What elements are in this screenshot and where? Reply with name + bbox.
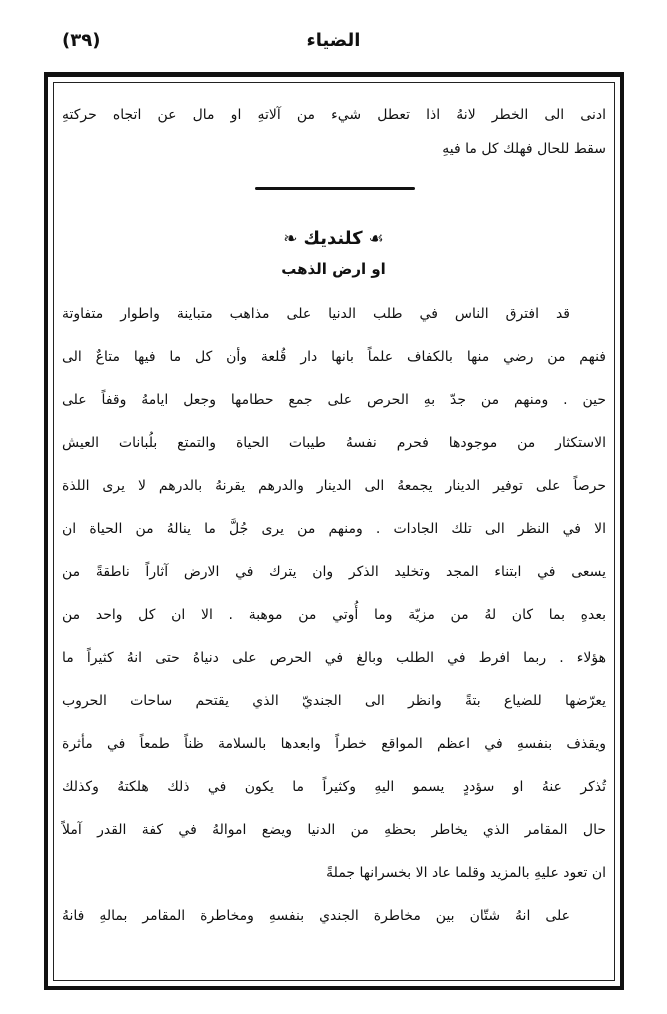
body-line: حال المقامر الذي يخاطر بحظهِ من الدنيا ويضع اموالهُ في كفة القدر آملاً (62, 821, 606, 838)
ornament-icon: ☙ (368, 229, 384, 249)
body-line: الاستكثار من موجودها فحرم نفسهُ طيبات الحياة والتمتع بلُبانات العيش (62, 434, 606, 451)
body-line: ان تعود عليهِ بالمزيد وقلما عاد الا بخسرانها جملةً (326, 864, 606, 881)
body-line: على انهُ شتّان بين مخاطرة الجندي بنفسهِ ومخاطرة المقامر بمالهِ فانهُ (62, 907, 570, 924)
body-line: قد افترق الناس في طلب الدنيا على مذاهب متباينة واطوار متفاوتة (62, 305, 570, 322)
body-line: هؤلاء . ربما افرط في الطلب وبالغ في الحرص على دنياهُ حتى انهُ كثيراً ما (62, 649, 606, 666)
article-title-text: كلنديك (303, 228, 363, 249)
continuation-line: ادنى الى الخطر لانهُ اذا تعطل شيء من آلاتهِ او مال عن اتجاه حركتهِ (62, 107, 606, 123)
running-header-title: الضياء (306, 30, 361, 51)
body-line: ويقذف بنفسهِ في اعظم المواقع خطراً وابعدها بالسلامة ظناً طمعاً في مأثرة (62, 735, 606, 752)
body-line: يعرّضها للضياع بتةً وانظر الى الجنديّ الذي يقتحم ساحات الحروب (62, 692, 606, 709)
ornament-icon: ❧ (283, 229, 298, 249)
body-line: فنهم من رضي منها بالكفاف علماً بانها دار قُلعة وأن كل ما فيها متاعٌ الى (62, 348, 606, 365)
body-line: يسعى في ابتناء المجد وتخليد الذكر وان يترك في الارض آثاراً ناطقةً من (62, 563, 606, 580)
body-line: بعدهِ بما كان لهُ من مزيّة وما أُوتي من موهبة . الا ان كل واحد من (62, 606, 606, 623)
article-subtitle: او ارض الذهب (281, 260, 386, 278)
body-line: تُذكر عنهُ او سؤددٍ يسمو اليهِ وكثيراً ما يكون في ذلك هلكتهُ وكذلك (62, 778, 606, 795)
continuation-line: سقط للحال فهلك كل ما فيهِ (442, 141, 606, 157)
page-number: (٣٩) (62, 30, 101, 51)
body-line: حين . ومنهم من جدّ بهِ الحرص على جمع حطامها وجعل ايامهُ وقفاً على (62, 391, 606, 408)
continuation-text (62, 98, 606, 166)
section-divider (255, 187, 415, 190)
article-title (0, 228, 667, 249)
body-line: حرصاً على توفير الدينار يجمعهُ الى الدينار والدرهم يقرنهُ بالدرهم لا يرى اللذة (62, 477, 606, 494)
body-line: الا في النظر الى تلك الجادات . ومنهم من يرى جُلَّ ما ينالهُ من الحياة ان (62, 520, 606, 537)
article-body (62, 292, 606, 937)
